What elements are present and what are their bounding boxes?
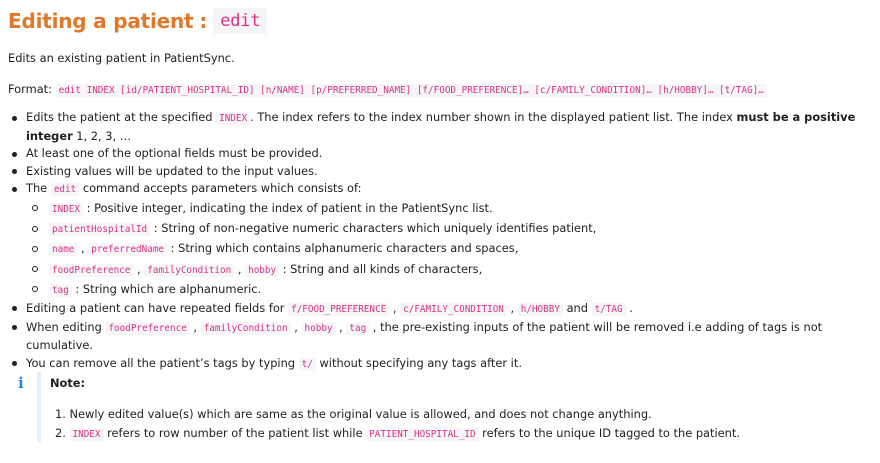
note-item-1: 1. Newly edited value(s) which are same as the original value is allowed, and does not change anything. <box>55 407 652 421</box>
text: , <box>335 319 347 334</box>
list-item-existing-values: Existing values will be updated to the input values. <box>8 163 868 181</box>
heading-command-code: edit <box>213 8 267 34</box>
text: 1, 2, 3, … <box>72 128 132 143</box>
list-item-not-cumulative <box>8 319 868 355</box>
text: , <box>506 300 518 315</box>
info-icon: i <box>18 374 24 392</box>
text: When editing <box>26 319 106 334</box>
param-item-index <box>26 199 868 219</box>
text: Editing a patient can have repeated fields for <box>26 300 289 315</box>
text: , <box>77 241 89 256</box>
inline-code: foodPreference <box>105 322 189 335</box>
format-line <box>8 82 767 96</box>
inline-code: tag <box>346 322 369 335</box>
text: : Positive integer, indicating the index of patient in the PatientSync list. <box>83 200 493 215</box>
inline-code: INDEX <box>49 203 83 216</box>
inline-code: hobby <box>302 322 336 335</box>
heading-title: Editing a patient <box>8 9 194 33</box>
inline-code: h/HOBBY <box>518 303 563 316</box>
inline-code: f/FOOD_PREFERENCE <box>288 303 389 316</box>
text: : String which contains alphanumeric characters and spaces, <box>167 241 519 256</box>
text: and <box>562 300 592 315</box>
inline-code: t/TAG <box>592 303 626 316</box>
inline-code: INDEX <box>70 428 104 441</box>
inline-code: edit <box>51 183 79 196</box>
format-syntax-code: edit INDEX [id/PATIENT_HOSPITAL_ID] [n/NAME] [p/PREFERRED_NAME] [f/FOOD_PREFERENCE]… [c/FAMILY_CONDITION]… [h/HOBBY]… [t/TAG]… <box>56 84 767 97</box>
inline-code: preferredName <box>88 243 167 256</box>
list-item-repeated-fields <box>8 300 868 319</box>
text: , <box>234 261 246 276</box>
text: : String which are alphanumeric. <box>71 281 262 296</box>
note-list <box>55 405 835 444</box>
inline-code: patientHospitalId <box>49 223 150 236</box>
format-label: Format: <box>8 82 52 96</box>
inline-code: INDEX <box>216 112 250 125</box>
inline-code: name <box>49 243 77 256</box>
text: , the pre-existing inputs of the patient will be removed i.e adding of tags is not cumulative. <box>26 319 823 353</box>
param-item-preferences <box>26 260 868 280</box>
param-item-hospital-id <box>26 219 868 239</box>
bold-text: must be a positive integer <box>26 110 856 143</box>
text: refers to the unique ID tagged to the patient. <box>478 426 740 440</box>
text: refers to row number of the patient list while <box>103 426 367 440</box>
note-item-2 <box>55 424 835 444</box>
text: without specifying any tags after it. <box>315 355 522 370</box>
text: 2. <box>55 426 70 440</box>
text: You can remove all the patient’s tags by typing <box>26 355 299 370</box>
text: , <box>290 319 302 334</box>
inline-code: tag <box>49 284 72 297</box>
text: . <box>625 300 633 315</box>
text: : String of non-negative numeric characters which uniquely identifies patient, <box>150 221 597 236</box>
inline-code: t/ <box>299 358 316 371</box>
list-item-optional-fields: At least one of the optional fields must be provided. <box>8 145 868 163</box>
list-item-index-rule <box>8 109 868 145</box>
text: , <box>189 319 201 334</box>
text: : String and all kinds of characters, <box>279 261 483 276</box>
list-item-edit-params <box>8 180 868 300</box>
heading-colon: : <box>199 9 208 33</box>
inline-code: PATIENT_HOSPITAL_ID <box>366 428 478 441</box>
intro-text: Edits an existing patient in PatientSync. <box>8 51 235 65</box>
inline-code: foodPreference <box>49 264 133 277</box>
list-item-remove-tags <box>8 355 868 374</box>
usage-list <box>8 109 868 373</box>
text: . The index refers to the index number shown in the displayed patient list. The index <box>250 110 737 124</box>
inline-code: familyCondition <box>201 322 291 335</box>
note-accent-bar <box>37 372 41 442</box>
note-title: Note: <box>50 376 86 390</box>
text: Edits the patient at the specified <box>26 110 217 124</box>
inline-code: hobby <box>245 264 279 277</box>
inline-code: familyCondition <box>144 264 234 277</box>
text: , <box>389 300 401 315</box>
param-list <box>26 199 868 300</box>
section-heading <box>8 8 267 34</box>
text: The <box>26 181 51 196</box>
text: , <box>133 261 145 276</box>
inline-code: c/FAMILY_CONDITION <box>400 303 507 316</box>
text: command accepts parameters which consists of: <box>79 181 362 196</box>
note-box <box>8 372 868 442</box>
param-item-tag <box>26 280 868 300</box>
param-item-name <box>26 239 868 259</box>
